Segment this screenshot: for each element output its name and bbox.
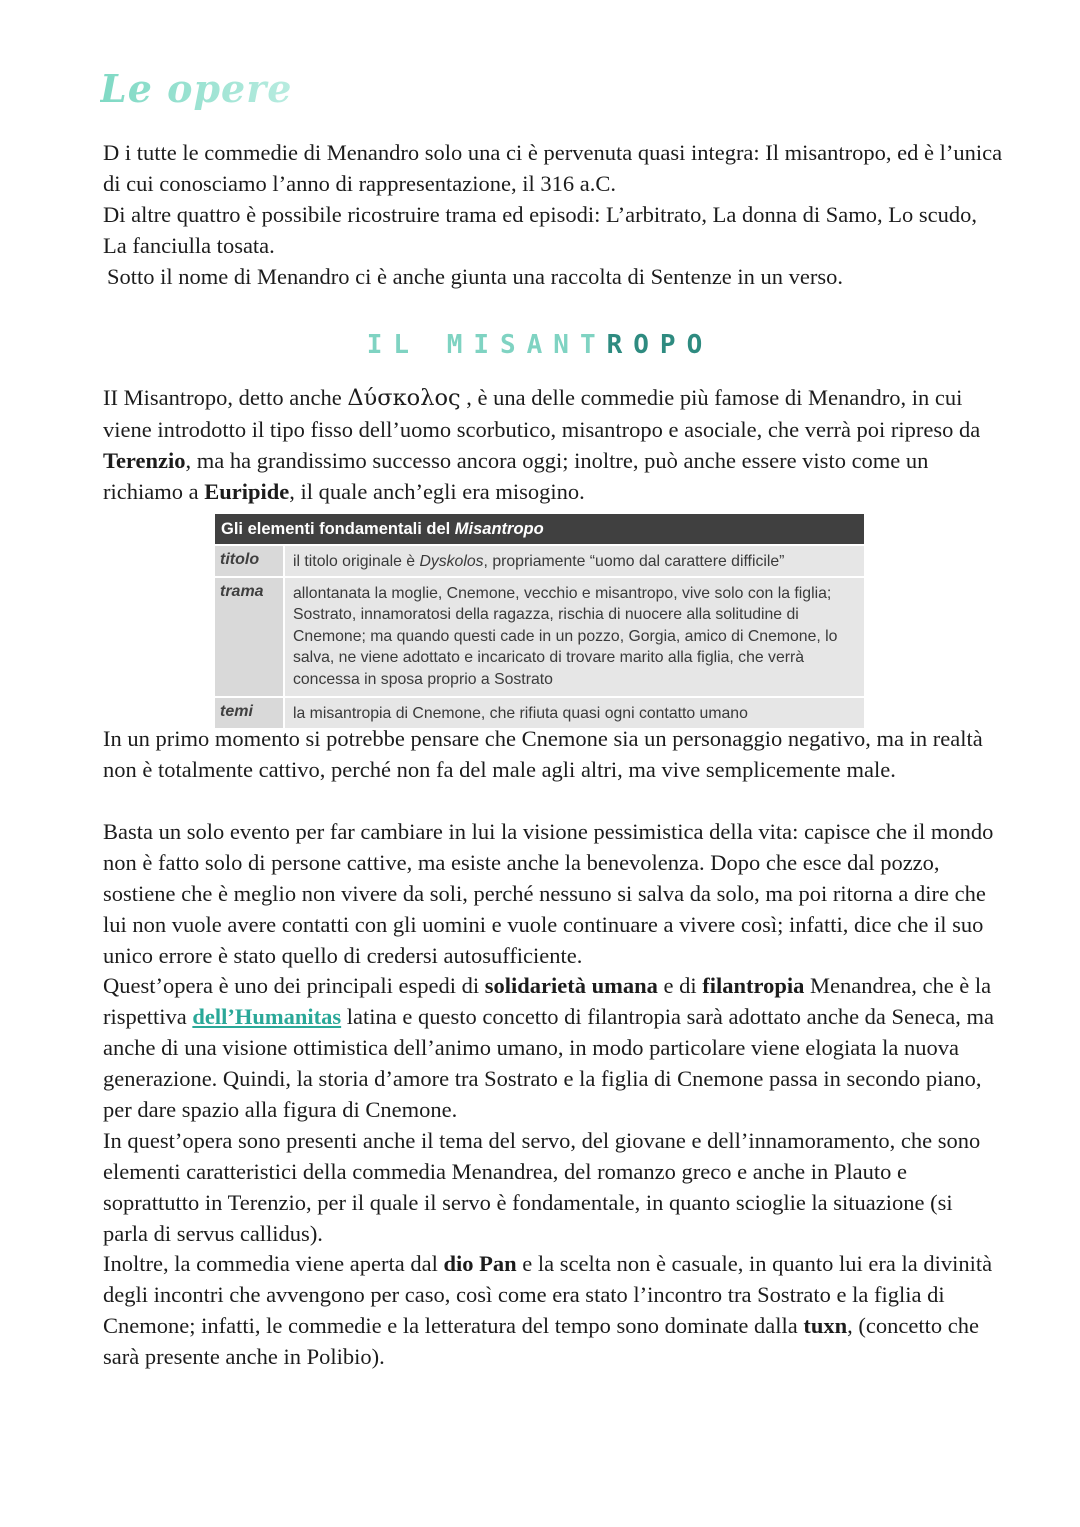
bold-euripide: Euripide	[204, 479, 290, 504]
table-value-italic: Dyskolos	[419, 553, 484, 570]
body-paragraph-4: In quest’opera sono presenti anche il tema del servo, del giovane e dell’innamoramento, che sono elementi caratteristici della commedia Menandrea, del romanzo greco e anche in Plauto e soprattutto in Terenzio, per il quale il servo è fondamentale, in quanto scioglie la situazione (si parla di servus callidus).	[103, 1128, 981, 1246]
heading-part-1: IL MISANT	[366, 330, 607, 360]
text-span: , il quale anch’egli era misogino.	[289, 479, 585, 504]
table-value-text: , propriamente “uomo dal carattere difficile”	[483, 553, 785, 570]
bold-dio-pan: dio Pan	[443, 1251, 517, 1276]
table-key: titolo	[215, 546, 283, 576]
table-value	[285, 546, 864, 576]
humanitas-link[interactable]: dell’Humanitas	[192, 1004, 342, 1029]
table-value: allontanata la moglie, Cnemone, vecchio e misantropo, vive solo con la figlia; Sostrato, innamoratosi della ragazza, rischia di nuocere alla solitudine di Cnemone; ma quando questi cade in un pozzo, Gorgia, amico di Cnemone, lo salva, ne viene adottato e incaricato di trovare marito alla figlia, che verrà concessa in sposa proprio a Sostrato	[285, 578, 864, 697]
elements-table	[215, 514, 864, 728]
table-value-text: il titolo originale è	[293, 553, 420, 570]
text-span: latina e questo concetto di filantropia sarà adottato anche da Seneca, ma anche di una visione ottimistica dell’animo umano, in modo particolare viene elogiata la nuova generazione. Quindi, la storia d’amore tra Sostrato e la figlia di Cnemone passa in secondo piano, per dare spazio alla figura di Cnemone.	[103, 1004, 994, 1122]
table-key: temi	[215, 698, 283, 728]
misantropo-paragraph	[103, 382, 1003, 507]
table-header	[215, 514, 864, 544]
heading-part-2: ROPO	[606, 330, 714, 360]
table-value: la misantropia di Cnemone, che rifiuta quasi ogni contatto umano	[285, 698, 864, 728]
bold-tuxn: tuxn	[803, 1313, 848, 1338]
intro-paragraph-1: D i tutte le commedie di Menandro solo una ci è pervenuta quasi integra: Il misantropo, ed è l’unica di cui conosciamo l’anno di rappresentazione, il 316 a.C.	[103, 140, 1003, 196]
text-span: e la scelta non è casuale, in quanto lui era la divinità degli incontri che avvengono per caso, così come era stato l’incontro tra Sostrato e la figlia di Cnemone; infatti, le commedie e la letteratura del tempo sono dominate dalla	[103, 1251, 993, 1338]
text-span: Menandrea, che è la rispettiva	[103, 973, 992, 1029]
bold-terenzio: Terenzio	[103, 448, 186, 473]
intro-paragraph-3: Sotto il nome di Menandro ci è anche giunta una raccolta di Sentenze in un verso.	[107, 264, 844, 289]
intro-paragraph-2: Di altre quattro è possibile ricostruire trama ed episodi: L’arbitrato, La donna di Samo, Lo scudo, La fanciulla tosata.	[103, 202, 977, 258]
table-header-text: Gli elementi fondamentali del	[221, 520, 455, 538]
greek-title: Δύσκολος	[347, 385, 461, 411]
text-span: , ma ha grandissimo successo ancora oggi; inoltre, può anche essere visto come un richiamo a	[103, 448, 929, 504]
table-header-italic: Misantropo	[454, 520, 544, 538]
body-paragraph-2: Basta un solo evento per far cambiare in lui la visione pessimistica della vita: capisce che il mondo non è fatto solo di persone cattive, ma esiste anche la benevolenza. Dopo che esce dal pozzo, sostiene che è meglio non vivere da soli, perché nessuno si salva da solo, ma poi ritorna a dire che lui non vuole avere contatti con gli uomini e vuole continuare a vivere così; infatti, dice che il suo unico errore è stato quello di credersi autosufficiente.	[103, 819, 994, 968]
bold-filantropia: filantropia	[702, 973, 805, 998]
text-span: II Misantropo, detto anche	[103, 385, 348, 410]
text-span: , (concetto che sarà presente anche in Polibio).	[103, 1313, 979, 1369]
table-row	[215, 546, 864, 576]
table-row	[215, 578, 864, 697]
section-heading	[0, 330, 1080, 360]
body-paragraph-1: In un primo momento si potrebbe pensare che Cnemone sia un personaggio negativo, ma in realtà non è totalmente cattivo, perché non fa del male agli altri, ma vive semplicemente male.	[103, 726, 983, 782]
table-key: trama	[215, 578, 283, 697]
body-paragraph-3	[103, 970, 1003, 1125]
page-title: Le opere	[100, 66, 293, 111]
text-span: , è una delle commedie più famose di Menandro, in cui viene introdotto il tipo fisso dell’uomo scorbutico, misantropo e asociale, che verrà poi ripreso da	[103, 385, 981, 442]
text-span: e di	[657, 973, 703, 998]
text-span: Inoltre, la commedia viene aperta dal	[103, 1251, 444, 1276]
bold-solidarieta: solidarietà umana	[484, 973, 658, 998]
text-span: Quest’opera è uno dei principali espedi di	[103, 973, 485, 998]
body-paragraph-5	[103, 1248, 1003, 1372]
